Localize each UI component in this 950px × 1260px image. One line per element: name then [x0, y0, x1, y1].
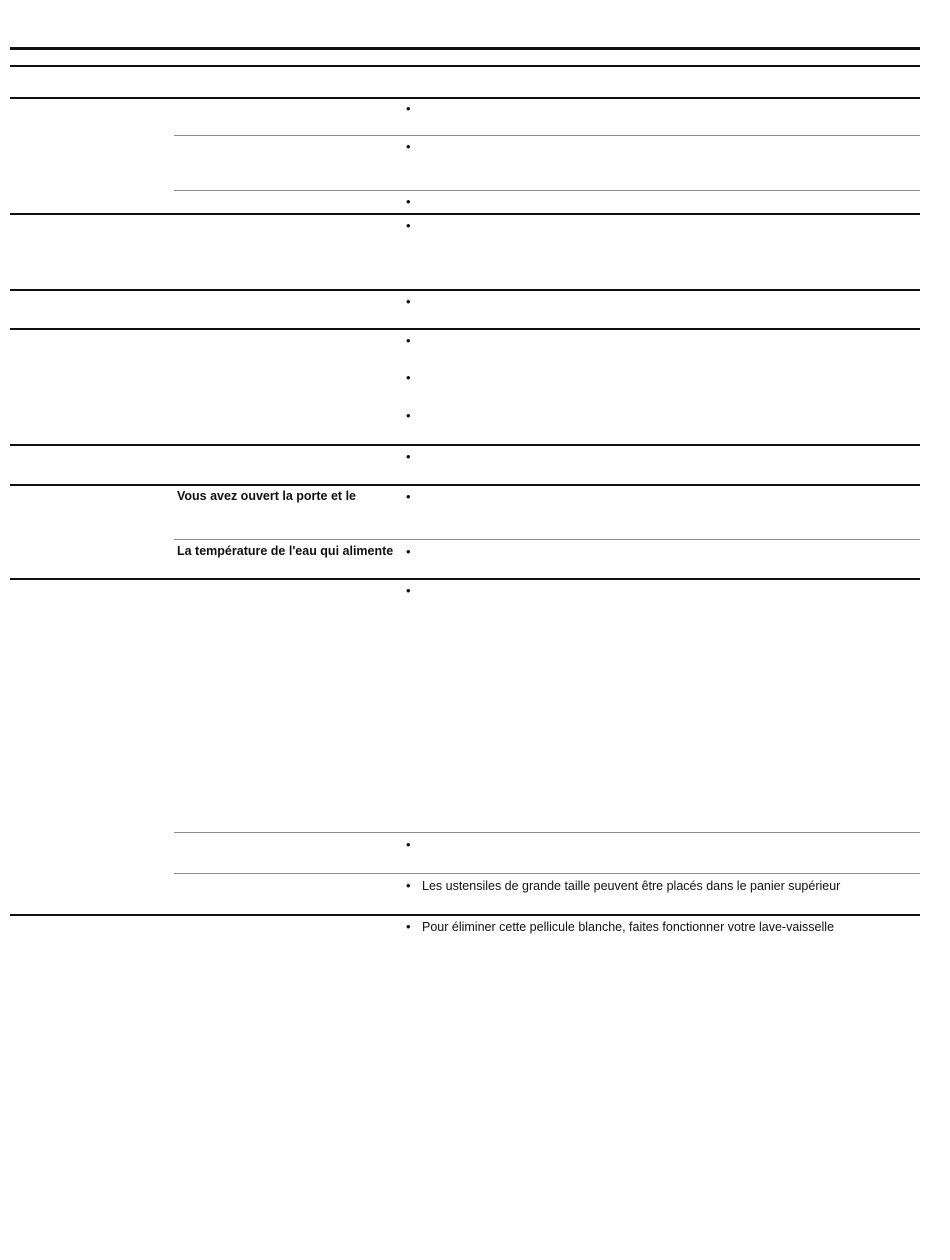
bullet-icon: • [406, 449, 411, 464]
row-divider [10, 97, 920, 99]
bullet-icon: • [406, 878, 411, 893]
bullet-icon: • [406, 101, 411, 116]
bullet-icon: • [406, 408, 411, 423]
bullet-icon: • [406, 489, 411, 504]
bullet-icon: • [406, 218, 411, 233]
subrow-divider [174, 832, 920, 833]
bullet-icon: • [406, 544, 411, 559]
cause-text: La température de l'eau qui alimente [177, 544, 394, 558]
row-divider [10, 65, 920, 67]
row-divider [10, 484, 920, 486]
row-divider [10, 444, 920, 446]
bullet-icon: • [406, 333, 411, 348]
row-divider [10, 328, 920, 330]
header-rule [10, 47, 920, 50]
subrow-divider [174, 873, 920, 874]
bullet-icon: • [406, 837, 411, 852]
row-divider [10, 213, 920, 215]
subrow-divider [174, 539, 920, 540]
bullet-icon: • [406, 294, 411, 309]
row-divider [10, 914, 920, 916]
bullet-icon: • [406, 194, 411, 209]
bullet-icon: • [406, 370, 411, 385]
solution-text: Les ustensiles de grande taille peuvent être placés dans le panier supérieur [422, 879, 841, 893]
bullet-icon: • [406, 583, 411, 598]
row-divider [10, 289, 920, 291]
row-divider [10, 578, 920, 580]
cause-text: Vous avez ouvert la porte et le [177, 489, 356, 503]
solution-text: Pour éliminer cette pellicule blanche, faites fonctionner votre lave-vaisselle [422, 920, 835, 934]
subrow-divider [174, 135, 920, 136]
subrow-divider [174, 190, 920, 191]
bullet-icon: • [406, 139, 411, 154]
bullet-icon: • [406, 919, 411, 934]
